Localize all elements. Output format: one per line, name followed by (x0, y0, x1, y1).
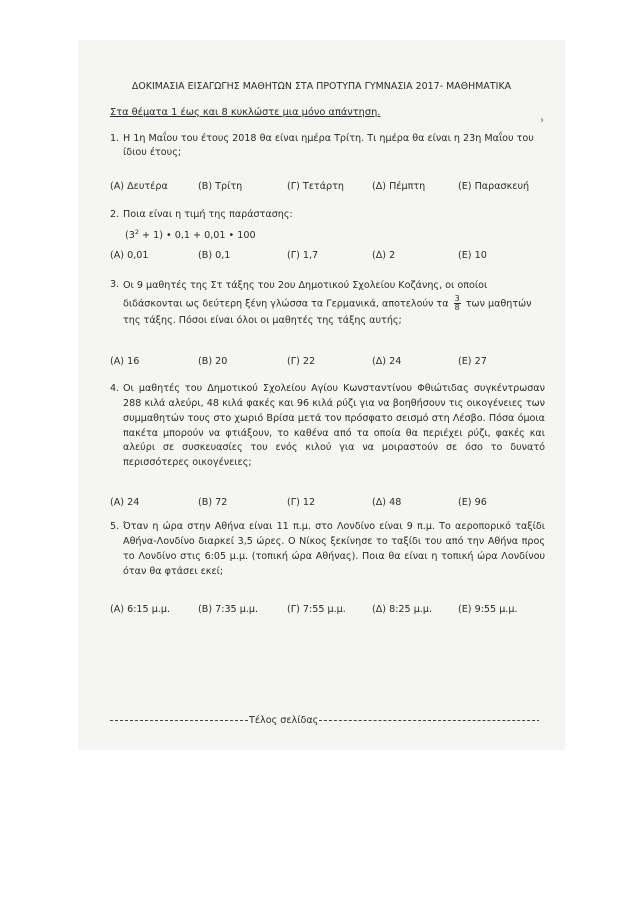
option-e[interactable]: (Ε) 9:55 μ.μ. (458, 604, 518, 615)
option-b[interactable]: (Β) Τρίτη (198, 181, 243, 192)
question-number: 1. (110, 133, 120, 144)
exam-title: ΔΟΚΙΜΑΣΙΑ ΕΙΣΑΓΩΓΗΣ ΜΑΘΗΤΩΝ ΣΤΑ ΠΡΟΤΥΠΑ ΓΥΜΝΑΣΙΑ 2017- ΜΑΘΗΜΑΤΙΚΑ (131, 81, 512, 92)
question-text (123, 278, 545, 330)
option-c[interactable]: (Γ) 12 (287, 497, 316, 508)
exam-page (78, 40, 565, 750)
question-2 (110, 208, 545, 222)
footer-label: Τέλος σελίδας (249, 715, 319, 726)
option-c[interactable]: (Γ) 7:55 μ.μ. (287, 604, 346, 615)
option-d[interactable]: (Δ) 24 (372, 356, 402, 367)
footer-dash-left (110, 720, 248, 721)
question-number: 3. (110, 279, 120, 290)
options-question-4 (110, 496, 545, 510)
expression-open: (3 (125, 230, 135, 242)
option-b[interactable]: (Β) 7:35 μ.μ. (198, 604, 259, 615)
option-d[interactable]: (Δ) Πέμπτη (372, 181, 426, 192)
option-e[interactable]: (Ε) 27 (458, 356, 487, 367)
option-b[interactable]: (Β) 72 (198, 497, 228, 508)
options-question-2 (110, 249, 545, 263)
question-text: Ποια είναι η τιμή της παράστασης: (123, 209, 293, 220)
option-a[interactable]: (Α) 6:15 μ.μ. (110, 604, 170, 615)
question-number: 4. (110, 383, 120, 394)
math-expression (125, 228, 256, 243)
instruction: Στα θέματα 1 έως και 8 κυκλώστε μια μόνο απάντηση. (110, 107, 381, 118)
question-text: Η 1η Μαΐου του έτους 2018 θα είναι ημέρα Τρίτη. Τι ημέρα θα είναι η 23η Μαΐου του ίδιου έτους; (123, 133, 534, 158)
option-d[interactable]: (Δ) 48 (372, 497, 402, 508)
option-c[interactable]: (Γ) 1,7 (287, 250, 319, 261)
fraction-denominator: 8 (454, 302, 460, 312)
option-b[interactable]: (Β) 0,1 (198, 250, 231, 261)
option-a[interactable]: (Α) 16 (110, 356, 140, 367)
option-a[interactable]: (Α) 24 (110, 497, 140, 508)
page-footer (110, 714, 539, 729)
option-a[interactable]: (Α) 0,01 (110, 250, 149, 261)
fraction (454, 295, 461, 312)
option-b[interactable]: (Β) 20 (198, 356, 228, 367)
question-1 (110, 132, 545, 160)
option-c[interactable]: (Γ) 22 (287, 356, 316, 367)
option-e[interactable]: (Ε) 96 (458, 497, 487, 508)
question-text: Όταν η ώρα στην Αθήνα είναι 11 π.μ. στο Λονδίνο είναι 9 π.μ. Το αεροπορικό ταξίδι Αθήνα-Λονδίνο διαρκεί 3,5 ώρες. Ο Νίκος ξεκίνησε το ταξίδι του από την Αθήνα προς το Λονδίνο στις 6:05 μ.μ. (τοπική ώρα Αθήνας). Ποια θα είναι η τοπική ώρα Λονδίνου όταν θα φτάσει εκεί; (123, 521, 545, 577)
question-text: Οι μαθητές του Δημοτικού Σχολείου Αγίου Κωνσταντίνου Φθιώτιδας συγκέντρωσαν 288 κιλά αλεύρι, 48 κιλά φακές και 96 κιλά ρύζι για να βοηθήσουν τις οικογένειες των συμμαθητών τους στο χωριό Βρίσα μετά τον πρόσφατο σεισμό στη Λέσβο. Πόσα όμοια πακέτα μπορούν να φτιάξουν, το καθένα από τα οποία θα περιέχει ρύζι, φακές και αλεύρι σε συσκευασίες του ενός κιλού για να μοιραστούν σε όσο το δυνατό περισσότερες οικογένειες; (123, 383, 545, 469)
question-number: 2. (110, 209, 120, 220)
footer-dash-right (319, 720, 539, 721)
expression-exponent: 2 (134, 228, 139, 236)
question-3 (110, 278, 545, 330)
options-question-3 (110, 355, 545, 369)
option-e[interactable]: (Ε) 10 (458, 250, 487, 261)
options-question-5 (110, 603, 545, 617)
option-d[interactable]: (Δ) 8:25 μ.μ. (372, 604, 432, 615)
option-a[interactable]: (Α) Δευτέρα (110, 181, 168, 192)
option-d[interactable]: (Δ) 2 (372, 250, 396, 261)
option-e[interactable]: (Ε) Παρασκευή (458, 181, 530, 192)
option-c[interactable]: (Γ) Τετάρτη (287, 181, 344, 192)
question-number: 5. (110, 521, 120, 532)
question-4 (110, 382, 545, 471)
options-question-1 (110, 180, 545, 194)
fraction-numerator: 3 (454, 293, 460, 303)
question-text-after: των μαθητών της τάξης. Πόσοι είναι όλοι οι μαθητές της τάξης αυτής; (123, 298, 532, 327)
question-5 (110, 520, 545, 579)
margin-mark: › (540, 115, 544, 126)
expression-rest: + 1) • 0,1 + 0,01 • 100 (139, 230, 256, 242)
question-text-before: Οι 9 μαθητές της Στ τάξης του 2ου Δημοτικού Σχολείου Κοζάνης, οι οποίοι διδάσκονται ως δεύτερη ξένη γλώσσα τα Γερμανικά, αποτελούν τα (123, 280, 488, 310)
